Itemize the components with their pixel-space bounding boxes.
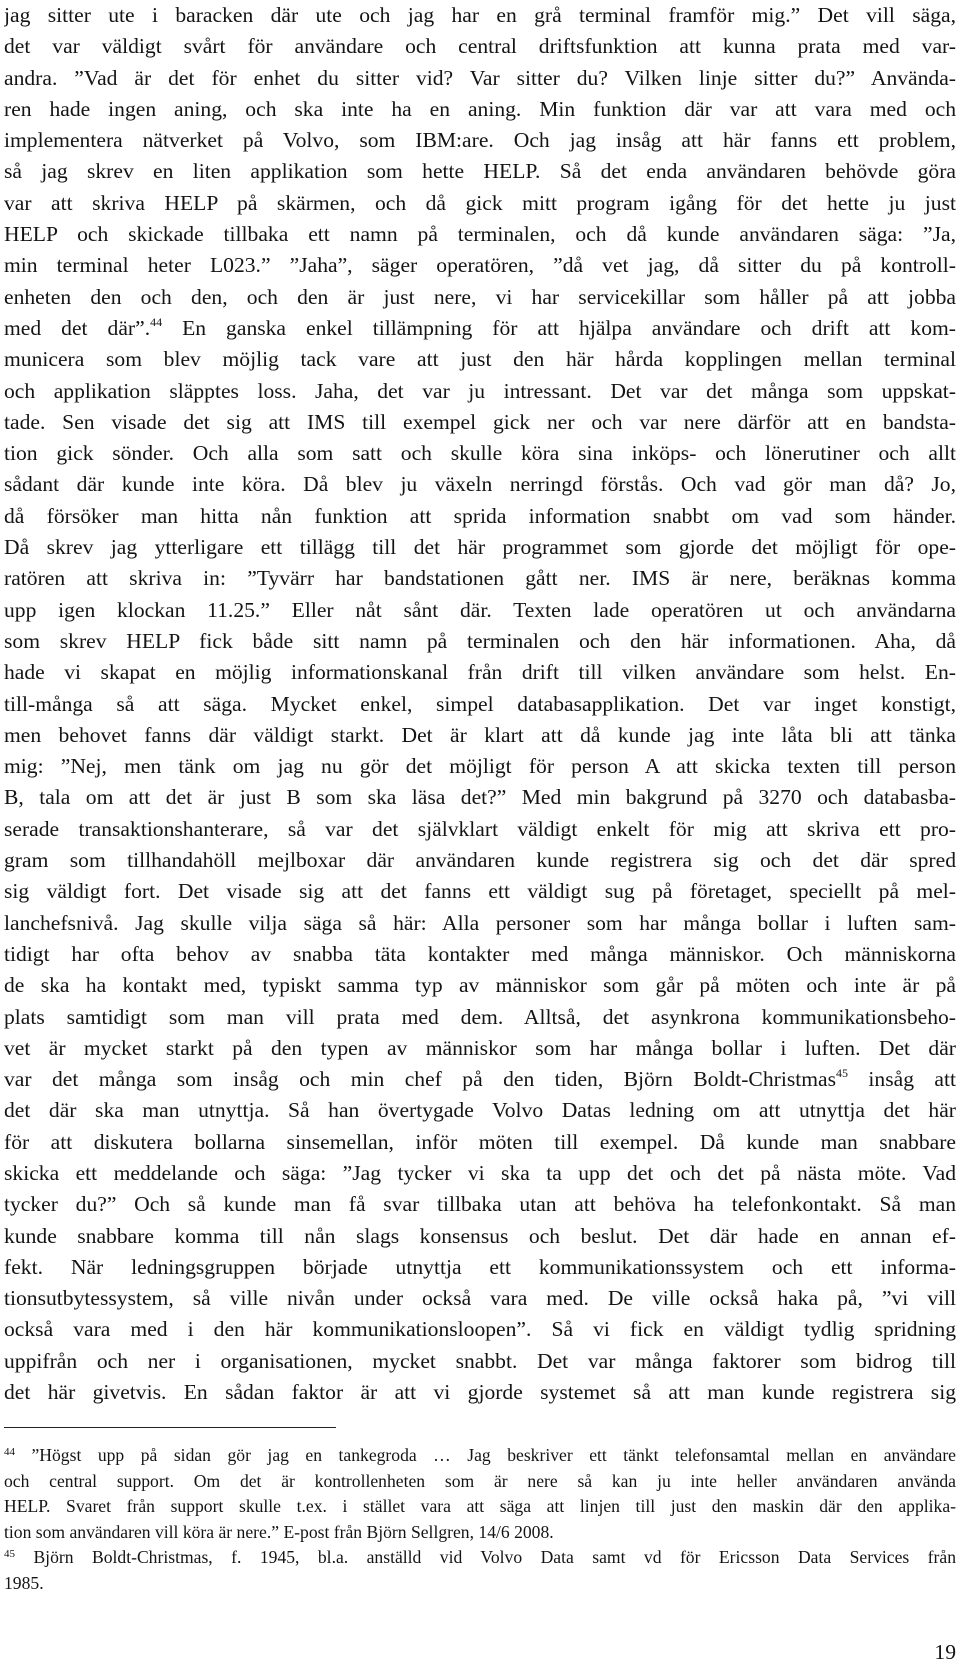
body-line: det här givetvis. En sådan faktor är att vi gjorde systemet så att man kunde registrera sig: [4, 1380, 956, 1405]
body-line: tionsutbytessystem, så ville nivån under också vara med. De ville också haka på, ”vi vill: [4, 1286, 956, 1311]
footnote-line: och central support. Om det är kontrollenheten som är nere så kan ju inte heller användaren använda: [4, 1470, 956, 1491]
body-line-text: insåg att: [848, 1067, 956, 1092]
body-line: fekt. När ledningsgruppen började utnyttja ett kommunikationssystem och ett informa-: [4, 1254, 956, 1279]
body-line: tidigt har ofta behov av snabba täta kontakter med många människor. Och människorna: [4, 941, 956, 966]
body-line: för att diskutera bollarna sinsemellan, inför möten till exempel. Då kunde man snabbare: [4, 1129, 956, 1154]
body-line: också vara med i den här kommunikationsloopen”. Så vi fick en väldigt tydlig spridning: [4, 1317, 956, 1342]
footnotes: [4, 1443, 956, 1596]
body-line: upp igen klockan 11.25.” Eller nåt sånt där. Texten lade operatören ut och användarna: [4, 597, 956, 622]
body-line: Då skrev jag ytterligare ett tillägg till det här programmet som gjorde det möjligt för ope-: [4, 535, 956, 560]
body-line: var att skriva HELP på skärmen, och då gick mitt program igång för det hette ju just: [4, 190, 956, 215]
body-line: sig väldigt fort. Det visade sig att det fanns ett väldigt sug på företaget, speciellt på mel-: [4, 879, 956, 904]
body-line: kunde snabbare komma till nån slags konsensus och beslut. Det där hade en annan ef-: [4, 1223, 956, 1248]
body-line: plats samtidigt som man vill prata med dem. Alltså, det asynkrona kommunikationsbeho-: [4, 1004, 956, 1029]
body-line: vet är mycket starkt på den typen av människor som har många bollar i luften. Det där: [4, 1035, 956, 1060]
body-line: B, tala om att det är just B som ska läsa det?” Med min bakgrund på 3270 och databasba-: [4, 785, 956, 810]
body-line: gram som tillhandahöll mejlboxar där användaren kunde registrera sig och det där spred: [4, 848, 956, 873]
body-line: det där ska man utnyttja. Så han övertygade Volvo Datas ledning om att utnyttja det här: [4, 1098, 956, 1123]
footnote-text: ”Högst upp på sidan gör jag en tankegroda … Jag beskriver ett tänkt telefonsamtal mellan en användare: [15, 1445, 956, 1465]
body-line: och applikation släpptes loss. Jaha, det var ju intressant. Det var det många som uppskat-: [4, 378, 956, 403]
body-line: som skrev HELP fick både sitt namn på terminalen och den här informationen. Aha, då: [4, 628, 956, 653]
body-line: då försöker man hitta nån funktion att sprida information snabbt om vad som händer.: [4, 503, 956, 528]
body-line-with-footnote-44: [4, 313, 956, 344]
body-line: municera som blev möjlig tack vare att just den här hårda kopplingen mellan terminal: [4, 347, 956, 372]
footnote-ref-44: 44: [150, 314, 163, 329]
body-line: lanchefsnivå. Jag skulle vilja säga så här: Alla personer som har många bollar i luften sam-: [4, 910, 956, 935]
footnote-text: Björn Boldt-Christmas, f. 1945, bl.a. anställd vid Volvo Data samt vd för Ericsson Data Services från: [15, 1547, 956, 1567]
body-line-text: med det där”.: [4, 315, 151, 340]
body-line: min terminal heter L023.” ”Jaha”, säger operatören, ”då vet jag, då sitter du på kontroll-: [4, 253, 956, 278]
body-line: uppifrån och ner i organisationen, mycket snabbt. Det var många faktorer som bidrog till: [4, 1348, 956, 1373]
body-line: jag sitter ute i baracken där ute och jag har en grå terminal framför mig.” Det vill säga,: [4, 3, 956, 27]
body-line: så jag skrev en liten applikation som hette HELP. Så det enda användaren behövde göra: [4, 159, 956, 184]
body-line: tade. Sen visade det sig att IMS till exempel gick ner och var nere därför att en bandsta-: [4, 409, 956, 434]
footnote-separator: [4, 1427, 336, 1428]
body-line: serade transaktionshanterare, så var det självklart väldigt enkelt för mig att skriva ett pro-: [4, 816, 956, 841]
body-line-text: var det många som insåg och min chef på den tiden, Björn Boldt-Christmas: [4, 1067, 837, 1092]
footnote-ref-45: 45: [836, 1066, 849, 1081]
footnote-44-line: [4, 1443, 956, 1469]
body-line: HELP och skickade tillbaka ett namn på terminalen, och då kunde användaren säga: ”Ja,: [4, 222, 956, 247]
body-text: [4, 0, 956, 1408]
body-line: det var väldigt svårt för användare och central driftsfunktion att kunna prata med var-: [4, 34, 956, 59]
body-line: tion gick sönder. Och alla som satt och skulle köra sina inköps- och lönerutiner och allt: [4, 441, 956, 466]
footnote-marker-45: 45: [4, 1548, 15, 1560]
footnote-line: HELP. Svaret från support skulle t.ex. i stället vara att säga att linjen till just den maskin där den applika-: [4, 1496, 956, 1516]
body-line: skicka ett meddelande och säga: ”Jag tycker vi ska ta upp det och det på nästa möte. Vad: [4, 1160, 956, 1185]
body-line-with-footnote-45: [4, 1064, 956, 1095]
footnote-line: 1985.: [4, 1572, 44, 1593]
body-line: tycker du?” Och så kunde man få svar tillbaka utan att behöva ha telefonkontakt. Så man: [4, 1192, 956, 1217]
body-line: till-många så att säga. Mycket enkel, simpel databasapplikation. Det var inget konstigt,: [4, 691, 956, 716]
body-line: ren hade ingen aning, och ska inte ha en aning. Min funktion där var att vara med och: [4, 96, 956, 121]
footnote-line: tion som användaren vill köra är nere.” E-post från Björn Sellgren, 14/6 2008.: [4, 1521, 554, 1542]
body-line: hade vi skapat en möjlig informationskanal från drift till vilken användare som helst. En-: [4, 660, 956, 685]
footnote-45-line: [4, 1545, 956, 1571]
footnote-marker-44: 44: [4, 1446, 15, 1458]
body-line: men behovet fanns där väldigt starkt. Det är klart att då kunde jag inte låta bli att tänka: [4, 722, 956, 747]
body-line: andra. ”Vad är det för enhet du sitter vid? Var sitter du? Vilken linje sitter du?” Använda-: [4, 65, 956, 90]
body-line-text: En ganska enkel tillämpning för att hjälpa användare och drift att kom-: [162, 315, 956, 340]
page-number: 19: [934, 1640, 956, 1664]
body-line: de ska ha kontakt med, typiskt samma typ av människor som går på möten och inte är på: [4, 973, 956, 998]
body-line: ratören att skriva in: ”Tyvärr har bandstationen gått ner. IMS är nere, beräknas komma: [4, 566, 956, 591]
body-line: mig: ”Nej, men tänk om jag nu gör det möjligt för person A att skicka texten till person: [4, 754, 956, 779]
body-line: implementera nätverket på Volvo, som IBM:are. Och jag insåg att här fanns ett problem,: [4, 128, 956, 153]
body-line: sådant där kunde inte köra. Då blev ju växeln nerringd förstås. Och vad gör man då? Jo,: [4, 472, 956, 497]
body-line: enheten den och den, och den är just nere, vi har servicekillar som håller på att jobba: [4, 284, 956, 309]
